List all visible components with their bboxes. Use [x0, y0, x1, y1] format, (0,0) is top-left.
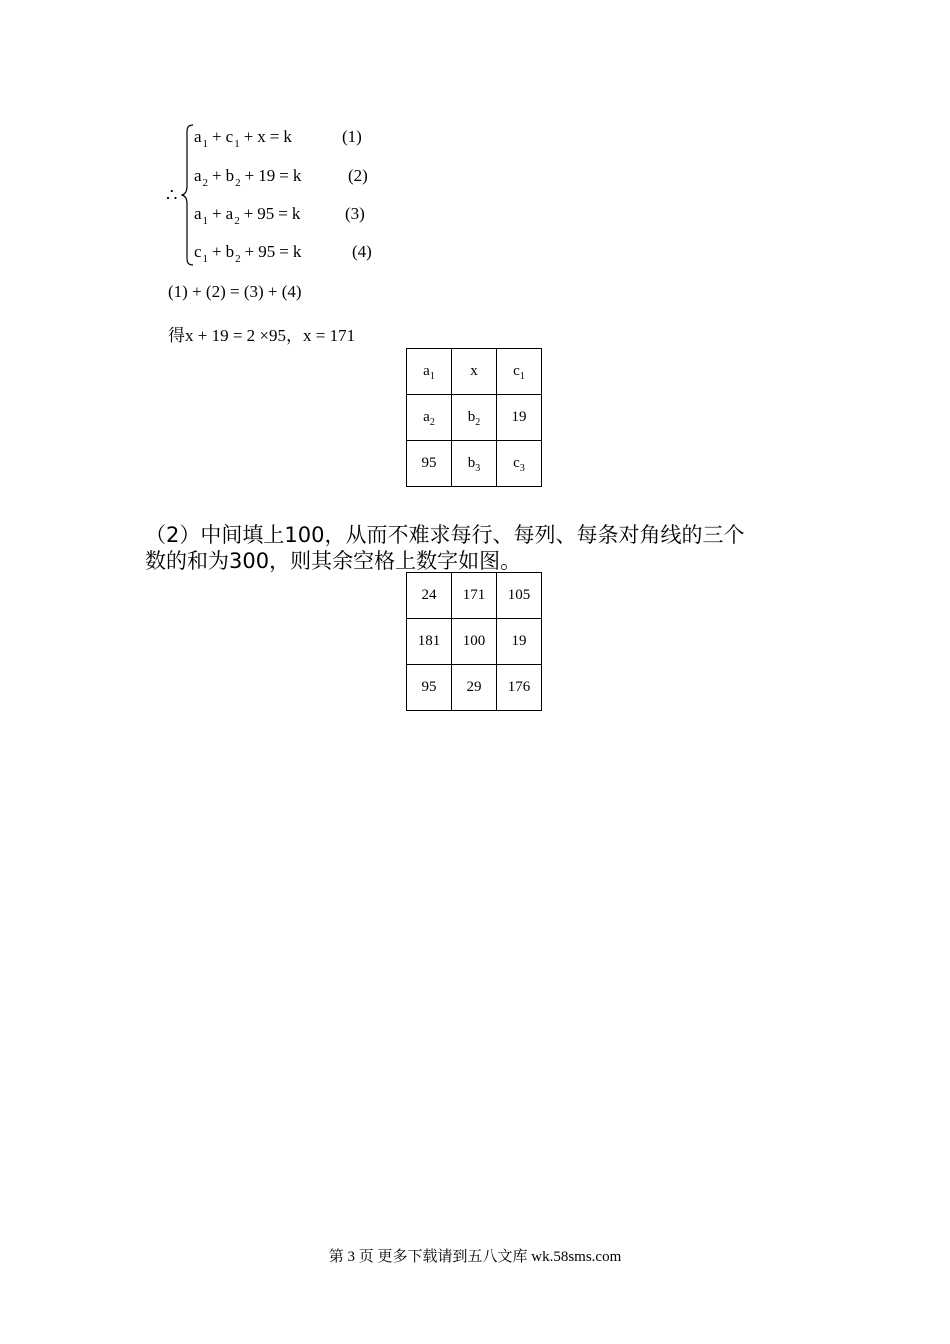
term: k: [291, 204, 301, 223]
plus-sign: +: [212, 166, 222, 185]
grid-cell: 95: [407, 441, 452, 487]
subscript: 1: [202, 253, 209, 265]
equation-1: [194, 127, 292, 149]
term: b: [225, 242, 235, 261]
term: 95: [258, 242, 276, 261]
subscript: 2: [475, 417, 481, 428]
equation-number: (2): [348, 166, 368, 185]
unknown-magic-square: [406, 348, 542, 487]
subscript: 1: [519, 371, 525, 382]
term: 19: [258, 166, 276, 185]
result-line: 得x + 19 = 2 ×95，x = 171: [168, 326, 356, 345]
grid-cell: 171: [452, 573, 497, 619]
equation-4: [194, 242, 301, 264]
grid-cell: 181: [407, 619, 452, 665]
plus-sign: +: [212, 204, 222, 223]
term: k: [283, 127, 292, 146]
paragraph-line-2: 数的和为300，则其余空格上数字如图。: [145, 549, 522, 573]
term: x: [257, 127, 266, 146]
plus-sign: +: [212, 242, 222, 261]
plus-sign: +: [243, 127, 254, 146]
equation-3: [194, 204, 300, 226]
equals-sign: =: [278, 204, 288, 223]
equals-sign: =: [269, 127, 280, 146]
subscript: 2: [429, 417, 435, 428]
left-brace: [181, 124, 195, 266]
grid-cell: 95: [407, 665, 452, 711]
subscript: 1: [202, 215, 209, 227]
term: k: [292, 242, 302, 261]
grid-cell: 24: [407, 573, 452, 619]
subscript: 1: [429, 371, 435, 382]
subscript: 2: [235, 253, 241, 265]
combo-line: (1) + (2) = (3) + (4): [168, 282, 302, 301]
plus-sign: +: [212, 127, 222, 146]
plus-sign: +: [244, 242, 255, 261]
plus-sign: +: [244, 166, 255, 185]
therefore-symbol: ∴: [166, 185, 178, 205]
equals-sign: =: [279, 166, 289, 185]
grid-row: [407, 395, 542, 441]
grid-row: [407, 573, 542, 619]
subscript: 1: [202, 138, 209, 150]
term: a: [225, 204, 234, 223]
grid-cell: 176: [497, 665, 542, 711]
term: b: [225, 166, 235, 185]
grid-cell: $a_1$: [407, 349, 452, 395]
grid-cell: $a_2$: [407, 395, 452, 441]
grid-cell: 105: [497, 573, 542, 619]
grid-row: [407, 349, 542, 395]
grid-cell: $c_1$: [497, 349, 542, 395]
term: c: [225, 127, 234, 146]
equals-sign: =: [279, 242, 289, 261]
grid-cell: x: [452, 349, 497, 395]
equation-2: [194, 166, 301, 188]
subscript: 3: [475, 463, 481, 474]
equation-number: (1): [342, 127, 362, 146]
term: a: [194, 127, 202, 146]
grid-cell: $c_3$: [497, 441, 542, 487]
grid-cell: $b_2$: [452, 395, 497, 441]
equation-number: (4): [352, 242, 372, 261]
equation-number: (3): [345, 204, 365, 223]
grid-cell: 29: [452, 665, 497, 711]
grid-cell: 19: [497, 395, 542, 441]
grid-row: [407, 665, 542, 711]
solved-magic-square: [406, 572, 542, 711]
term: a: [194, 166, 202, 185]
subscript: 1: [234, 138, 240, 150]
page-footer: 第 3 页 更多下载请到五八文库 wk.58sms.com: [328, 1249, 622, 1265]
term: c: [194, 242, 202, 261]
grid-row: [407, 619, 542, 665]
paragraph-line-1: （2）中间填上100，从而不难求每行、每列、每条对角线的三个: [145, 523, 745, 547]
grid-cell: 19: [497, 619, 542, 665]
grid-cell: 100: [452, 619, 497, 665]
subscript: 2: [202, 177, 209, 189]
plus-sign: +: [243, 204, 254, 223]
subscript: 2: [234, 215, 240, 227]
grid-cell: $b_3$: [452, 441, 497, 487]
subscript: 2: [235, 177, 241, 189]
term: 95: [257, 204, 275, 223]
term: k: [292, 166, 302, 185]
term: a: [194, 204, 202, 223]
grid-row: [407, 441, 542, 487]
subscript: 3: [519, 463, 525, 474]
